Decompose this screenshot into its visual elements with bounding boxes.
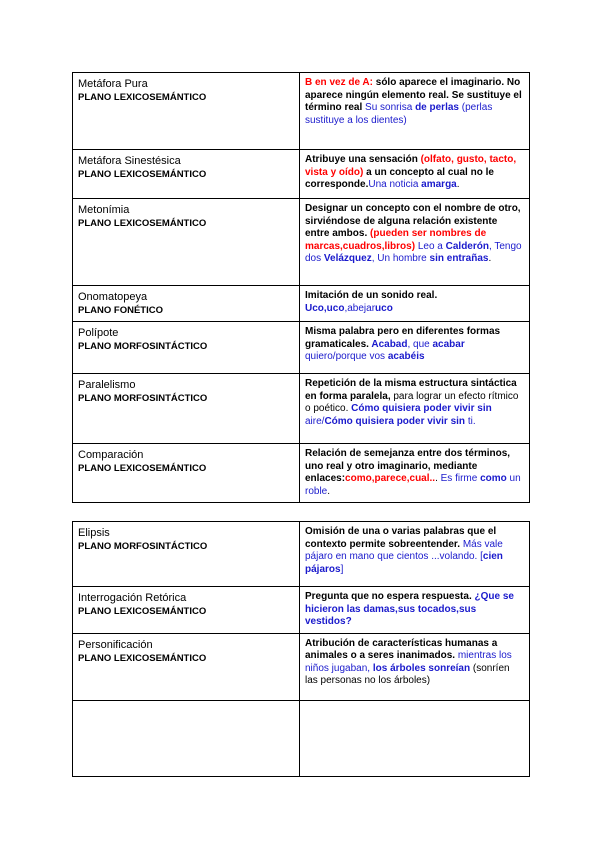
- figure-plane: PLANO MORFOSINTÁCTICO: [78, 541, 208, 552]
- description-segment: Atribución de características humanas a animales o a seres inanimados.: [305, 637, 498, 661]
- description-segment: Pregunta que no espera respuesta.: [305, 591, 475, 602]
- figure-description-cell: [300, 322, 530, 374]
- description-segment: Uco,uco: [305, 302, 345, 314]
- description-segment: amarga: [421, 179, 457, 190]
- figure-description: [305, 154, 524, 192]
- description-segment: ]: [340, 563, 344, 575]
- description-segment: acabar: [432, 338, 465, 350]
- figure-name-cell: [73, 73, 300, 150]
- figure-name: Paralelismo: [78, 379, 136, 391]
- figure-description-cell: [300, 633, 530, 700]
- description-segment: Acabad: [371, 338, 408, 350]
- figure-plane: PLANO LEXICOSEMÁNTICO: [78, 169, 207, 180]
- description-segment: acabéis: [387, 351, 425, 362]
- figure-description: [305, 77, 524, 127]
- description-segment: Más vale pájaro en mano que cientos ...volando. [: [305, 538, 503, 562]
- description-segment: (pueden ser nombres de marcas,cuadros,libros): [305, 228, 487, 252]
- description-segment: (perlas sustituye a los dientes): [305, 102, 493, 126]
- figure-name: Polípote: [78, 327, 119, 339]
- figure-name-cell: [73, 150, 300, 199]
- description-segment: , Tengo dos: [305, 240, 522, 264]
- description-segment: Designar un concepto con el nombre de otro, sirviéndose de alguna relación existente entre ambos.: [305, 203, 521, 239]
- description-segment: .: [488, 253, 492, 264]
- empty-cell: [300, 700, 530, 776]
- figure-name: Elipsis: [78, 527, 110, 539]
- figure-name-cell: [73, 633, 300, 700]
- figure-plane: PLANO LEXICOSEMÁNTICO: [78, 606, 207, 617]
- description-segment: (sonríen las personas no los árboles): [305, 662, 510, 686]
- figure-description-cell: [300, 587, 530, 634]
- figure-name-cell: [73, 444, 300, 503]
- description-segment: un roble: [305, 473, 521, 497]
- figure-description: [305, 638, 524, 688]
- description-segment: B en vez de A:: [305, 77, 373, 88]
- description-segment: .: [435, 473, 441, 484]
- description-segment: uco: [375, 302, 393, 314]
- figure-plane: PLANO LEXICOSEMÁNTICO: [78, 463, 207, 474]
- description-segment: sin entrañas: [429, 253, 489, 264]
- figure-row: [73, 374, 530, 444]
- figure-plane: PLANO MORFOSINTÁCTICO: [78, 341, 208, 352]
- description-segment: a un concepto al cual no le corresponde.: [305, 166, 494, 190]
- description-segment: como: [480, 473, 507, 484]
- description-segment: ¿Que se hicieron las damas,sus tocados,sus vestidos?: [305, 591, 514, 627]
- figure-row: [73, 73, 530, 150]
- figure-plane: PLANO LEXICOSEMÁNTICO: [78, 92, 207, 103]
- description-segment: Velázquez: [323, 253, 372, 264]
- figure-name-cell: [73, 199, 300, 286]
- description-segment: mientras los niños jugaban,: [305, 650, 512, 674]
- figure-name: Comparación: [78, 449, 144, 461]
- description-segment: , que: [407, 338, 433, 350]
- figure-name-cell: [73, 374, 300, 444]
- figure-description-cell: [300, 286, 530, 322]
- figure-row: [73, 633, 530, 700]
- figure-row: [73, 587, 530, 634]
- description-segment: como,parece,cual..: [345, 473, 436, 484]
- description-segment: .: [327, 485, 331, 497]
- description-segment: quiero/porque vos: [305, 351, 388, 362]
- description-segment: de perlas: [415, 102, 459, 113]
- description-segment: (olfato, gusto, tacto, vista y oído): [305, 154, 517, 178]
- empty-cell: [73, 700, 300, 776]
- figure-name-cell: [73, 286, 300, 322]
- description-segment: Cómo quisiera poder vivir sin: [324, 415, 466, 427]
- figure-row: [73, 150, 530, 199]
- description-segment: Relación de semejanza entre dos términos, uno real y otro imaginario, mediante enlaces:: [305, 448, 511, 484]
- figure-description: [305, 290, 524, 315]
- figure-row: [73, 522, 530, 587]
- description-segment: Misma palabra pero en diferentes formas gramaticales.: [305, 326, 501, 350]
- figures-table-1: [72, 72, 530, 503]
- description-segment: Una noticia: [368, 179, 422, 190]
- description-segment: Cómo quisiera poder vivir sin: [351, 403, 492, 414]
- figure-description-cell: [300, 374, 530, 444]
- figure-name-cell: [73, 522, 300, 587]
- figure-name: Onomatopeya: [78, 291, 148, 303]
- figure-row: [73, 322, 530, 374]
- description-segment: aire/: [305, 415, 325, 427]
- figure-name: Metáfora Pura: [78, 78, 148, 90]
- figure-plane: PLANO MORFOSINTÁCTICO: [78, 393, 208, 404]
- figure-name: Personificación: [78, 638, 153, 651]
- figure-description-cell: [300, 522, 530, 587]
- figures-table-2: [72, 521, 530, 777]
- figure-description-cell: [300, 444, 530, 503]
- description-segment: Repetición de la misma estructura sintáctica en forma paralela,: [305, 378, 517, 402]
- figure-description: [305, 203, 524, 266]
- figure-description: [305, 378, 524, 428]
- figure-description-cell: [300, 199, 530, 286]
- description-segment: Omisión de una o varias palabras que el contexto permite sobreentender.: [305, 526, 497, 550]
- description-segment: Calderón: [445, 240, 489, 252]
- description-segment: los árboles sonreían: [372, 662, 471, 674]
- description-segment: Atribuye una sensación: [305, 154, 421, 165]
- figure-description: [305, 448, 524, 498]
- description-segment: para lograr un efecto rítmico o poético.: [305, 390, 519, 414]
- figure-row: [73, 444, 530, 503]
- figure-description-cell: [300, 73, 530, 150]
- description-segment: Es firme: [440, 473, 481, 484]
- figure-description: [305, 526, 524, 576]
- figure-description: [305, 326, 524, 364]
- figure-plane: PLANO LEXICOSEMÁNTICO: [78, 218, 207, 229]
- description-segment: Su sonrisa: [365, 102, 416, 113]
- description-segment: , Un hombre: [371, 253, 430, 264]
- figure-name: Interrogación Retórica: [78, 592, 187, 604]
- figure-name: Metáfora Sinestésica: [78, 155, 181, 167]
- description-segment: ,abejar: [344, 302, 376, 314]
- description-segment: ti.: [465, 415, 476, 427]
- figure-name-cell: [73, 322, 300, 374]
- figure-name-cell: [73, 587, 300, 634]
- figure-description-cell: [300, 150, 530, 199]
- description-segment: sólo aparece el imaginario. No aparece ningún elemento real. Se sustituye el término real: [305, 77, 522, 113]
- empty-row: [73, 700, 530, 776]
- description-segment: Leo a: [415, 240, 446, 252]
- description-segment: cien pájaros: [305, 551, 503, 575]
- description-segment: Imitación de un sonido real.: [305, 290, 438, 301]
- figure-description: [305, 591, 524, 629]
- figure-plane: PLANO FONÉTICO: [78, 305, 163, 316]
- figure-plane: PLANO LEXICOSEMÁNTICO: [78, 652, 207, 664]
- figure-row: [73, 286, 530, 322]
- description-segment: .: [456, 179, 460, 190]
- figure-name: Metonímia: [78, 204, 130, 216]
- figure-row: [73, 199, 530, 286]
